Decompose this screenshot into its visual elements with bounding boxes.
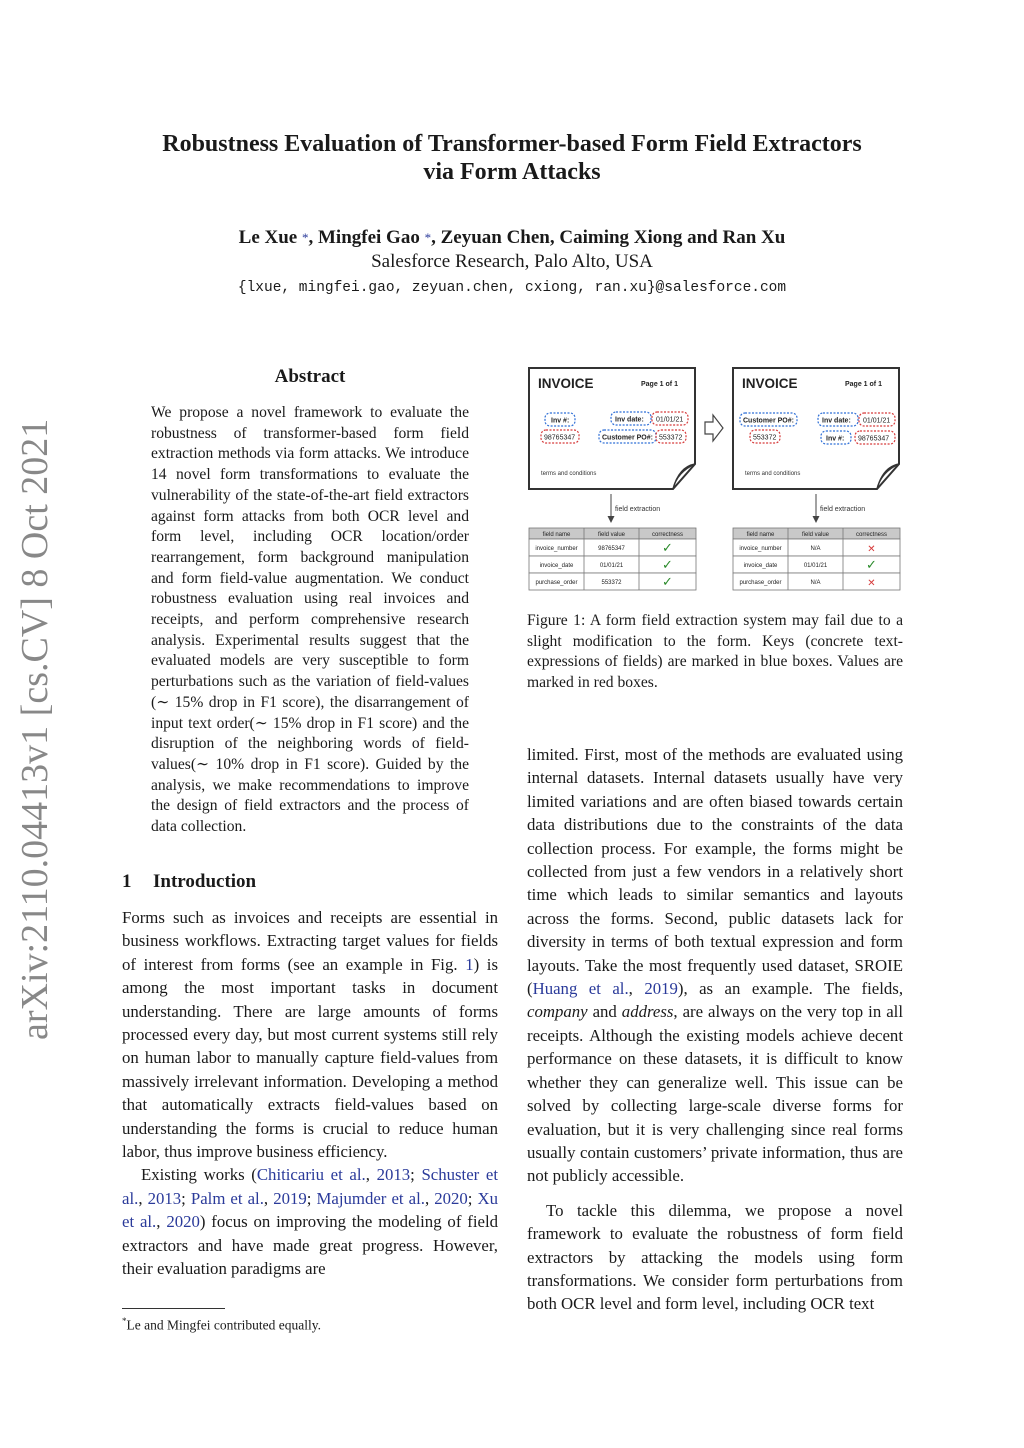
table-header-cell: field value <box>597 532 626 538</box>
author-2: , Mingfei Gao <box>308 227 425 248</box>
paper-title <box>120 130 904 186</box>
right-results-table <box>733 528 900 590</box>
text-run: , <box>138 1188 148 1208</box>
arrow-head-icon <box>813 516 820 523</box>
text-run: , <box>628 979 645 999</box>
citation-year-link[interactable]: 2019 <box>644 979 678 999</box>
right-paragraph-2: To tackle this dilemma, we propose a novel framework to evaluate the robustness of form field extractors by attacking the models using form transformations. We consider form perturbations from both OCR level and form level, including OCR text <box>527 1200 903 1314</box>
attacked-invoice <box>733 368 899 489</box>
abstract-heading: Abstract <box>274 366 346 387</box>
po-key: Customer PO#: <box>602 434 653 442</box>
page-label: Page 1 of 1 <box>641 381 678 388</box>
text-run: ) is among the most important tasks in document understanding. There are large amounts of forms processed every day, but most current systems still rely on human labor to manually capture field-values from massively irrelevant information. Developing a method that automatically extracts field-values based on understanding the forms is crucial to reduce human labor, thus improve business efficiency. <box>122 954 498 1162</box>
text-run: ; <box>467 1188 478 1208</box>
text-run: , <box>263 1188 274 1208</box>
po-key: Customer PO#: <box>743 417 794 425</box>
inv-date-value: 01/01/21 <box>863 417 891 425</box>
figure-1 <box>527 364 903 598</box>
text-run: , <box>365 1165 377 1185</box>
author-list <box>120 226 904 250</box>
section-title: Introduction <box>153 871 257 892</box>
table-cell: purchase_order <box>535 580 578 586</box>
table-cell: 98765347 <box>598 546 625 552</box>
invoice-title: INVOICE <box>538 376 594 391</box>
citation-link[interactable]: Huang et al. <box>532 979 629 999</box>
citation-link[interactable]: Schuster et al. <box>122 1165 499 1208</box>
section-number: 1 <box>122 871 132 892</box>
footnote-rule <box>122 1308 225 1309</box>
text-run: ; <box>181 1188 191 1208</box>
text-run: ) focus on improving the modeling of field extractors and have made great progress. However, their evaluation paradigms are <box>122 1212 498 1279</box>
introduction-body <box>122 906 498 1281</box>
citation-year-link[interactable]: 2020 <box>166 1212 200 1232</box>
text-run: Existing works ( <box>141 1165 257 1185</box>
figure-ref-link[interactable]: 1 <box>465 954 474 974</box>
inv-date-key: Inv date: <box>615 416 644 424</box>
citation-year-link[interactable]: 2013 <box>147 1188 182 1208</box>
text-run: , <box>424 1188 435 1208</box>
table-cell: 01/01/21 <box>599 563 624 569</box>
table-cell: invoice_date <box>743 563 778 569</box>
title-line-1: Robustness Evaluation of Transformer-based Form Field Extractors <box>162 131 862 157</box>
inv-date-value: 01/01/21 <box>656 416 684 424</box>
cross-icon: ✕ <box>867 578 876 589</box>
table-cell: N/A <box>810 580 821 586</box>
terms-text: terms and conditions <box>745 471 801 477</box>
terms-text: terms and conditions <box>541 471 597 477</box>
intro-paragraph-1 <box>122 906 498 1163</box>
text-run: and <box>587 1002 622 1022</box>
footnote-text: Le and Mingfei contributed equally. <box>126 1317 321 1333</box>
figure-1-diagram <box>527 364 903 598</box>
inv-number-key: Inv #: <box>826 435 845 443</box>
text-run: ), as an example. The fields, <box>677 979 904 999</box>
invoice-title: INVOICE <box>742 376 798 391</box>
table-cell: purchase_order <box>739 580 782 586</box>
cross-icon: ✕ <box>867 544 876 555</box>
field-extraction-label: field extraction <box>615 506 661 513</box>
po-value: 553372 <box>659 434 683 442</box>
table-cell: invoice_date <box>539 563 574 569</box>
citation-year-link[interactable]: 2020 <box>434 1188 468 1208</box>
table-cell: 553372 <box>601 580 622 586</box>
text-run: ; <box>306 1188 317 1208</box>
table-cell: invoice_number <box>535 546 578 552</box>
author-1: Le Xue <box>238 227 302 248</box>
right-column-body <box>527 743 903 1316</box>
citation-link[interactable]: Xu et al. <box>122 1188 499 1232</box>
authors-rest: , Zeyuan Chen, Caiming Xiong and Ran Xu <box>431 227 786 248</box>
arxiv-identifier: arXiv:2110.04413v1 [cs.CV] 8 Oct 2021 <box>14 418 56 1040</box>
left-results-table <box>529 528 696 590</box>
citation-link[interactable]: Palm et al. <box>190 1188 264 1208</box>
text-run: Forms such as invoices and receipts are essential in business workflows. Extracting target values for fields of interest from forms (see an example in Fig. <box>122 908 498 974</box>
inv-number-value: 98765347 <box>544 434 576 442</box>
check-icon: ✓ <box>662 574 673 589</box>
text-run: limited. First, most of the methods are evaluated using internal datasets. Internal datasets usually have very limited variations and are often biased towards certain data distributions due to the constraints of the data collection process. For example, the forms might be collected from just a few vendors in a relatively short time which leads to similar semantics and layouts across the forms. Second, public datasets lack for diversity in terms of both textual expression and form layouts. Take the most frequently used dataset, SROIE ( <box>527 745 903 999</box>
table-header-cell: field name <box>746 532 775 538</box>
right-paragraph-1 <box>527 743 903 1188</box>
emphasis: company <box>527 1002 588 1022</box>
text-run: , are always on the very top in all receipts. Although the existing models achieve decent performance on these datasets, it is difficult to know whether they can generalize well. This issue can be solved by collecting large-scale diverse forms for evaluation, but it is very challenging since real forms usually contain customers’ private information, thus are not publicly accessible. <box>527 1002 903 1186</box>
equal-contribution-mark[interactable]: * <box>424 230 432 245</box>
citation-link[interactable]: Chiticariu et al. <box>256 1165 366 1185</box>
table-header-cell: field name <box>542 532 571 538</box>
emphasis: address <box>621 1002 674 1022</box>
citation-link[interactable]: Majumder et al. <box>316 1188 425 1208</box>
table-header-cell: field value <box>801 532 830 538</box>
title-line-2: via Form Attacks <box>423 159 601 185</box>
citation-year-link[interactable]: 2013 <box>376 1165 411 1185</box>
abstract-text: We propose a novel framework to evaluate the robustness of transformer-based form field extraction methods via form attacks. We introduce 14 novel form transformations to evaluate the vulnerability of the state-of-the-art field extractors against form attacks from both OCR level and form level, including OCR location/order rearrangement, form background manipulation and form field-value augmentation. We conduct robustness evaluation using real invoices and receipts, and perform comprehensive research analysis. Experimental results suggest that the evaluated models are very susceptible to form perturbations such as the variation of field-values (∼ 15% drop in F1 score), the disarrangement of input text order(∼ 15% drop in F1 score) and the disruption of the neighboring words of field-values(∼ 10% drop in F1 score). Guided by the analysis, we make recommendations to improve the design of field extractors and the process of data collection. <box>151 404 469 836</box>
po-value: 553372 <box>753 434 777 442</box>
figure-1-caption: Figure 1: A form field extraction system may fail due to a slight modification to the form. Keys (concrete text-expressions of fields) are marked in blue boxes. Values are marked in red boxes. <box>527 612 903 692</box>
citation-year-link[interactable]: 2019 <box>273 1188 307 1208</box>
table-header-cell: correctness <box>855 532 888 538</box>
affiliation: Salesforce Research, Palo Alto, USA <box>371 251 653 272</box>
table-cell: N/A <box>810 546 821 552</box>
table-cell: 01/01/21 <box>803 563 828 569</box>
intro-paragraph-2 <box>122 1163 498 1280</box>
table-cell: invoice_number <box>739 546 782 552</box>
text-run: ; <box>410 1165 422 1185</box>
original-invoice <box>529 368 695 489</box>
page-label: Page 1 of 1 <box>845 381 882 388</box>
inv-number-value: 98765347 <box>858 435 890 443</box>
check-icon: ✓ <box>866 557 877 572</box>
arrow-head-icon <box>608 516 615 523</box>
table-header-cell: correctness <box>651 532 684 538</box>
check-icon: ✓ <box>662 557 673 572</box>
footnote <box>122 1312 321 1335</box>
equal-contribution-mark[interactable]: * <box>301 230 309 245</box>
field-extraction-label: field extraction <box>820 506 866 513</box>
transform-arrow-icon <box>705 415 723 441</box>
footnote-mark: * <box>122 1316 127 1326</box>
inv-date-key: Inv date: <box>822 417 851 425</box>
text-run: , <box>156 1212 167 1232</box>
author-emails: {lxue, mingfei.gao, zeyuan.chen, cxiong, ran.xu}@salesforce.com <box>237 280 787 296</box>
inv-number-key: Inv #: <box>551 417 570 425</box>
section-heading-introduction <box>122 871 256 893</box>
check-icon: ✓ <box>662 540 673 555</box>
